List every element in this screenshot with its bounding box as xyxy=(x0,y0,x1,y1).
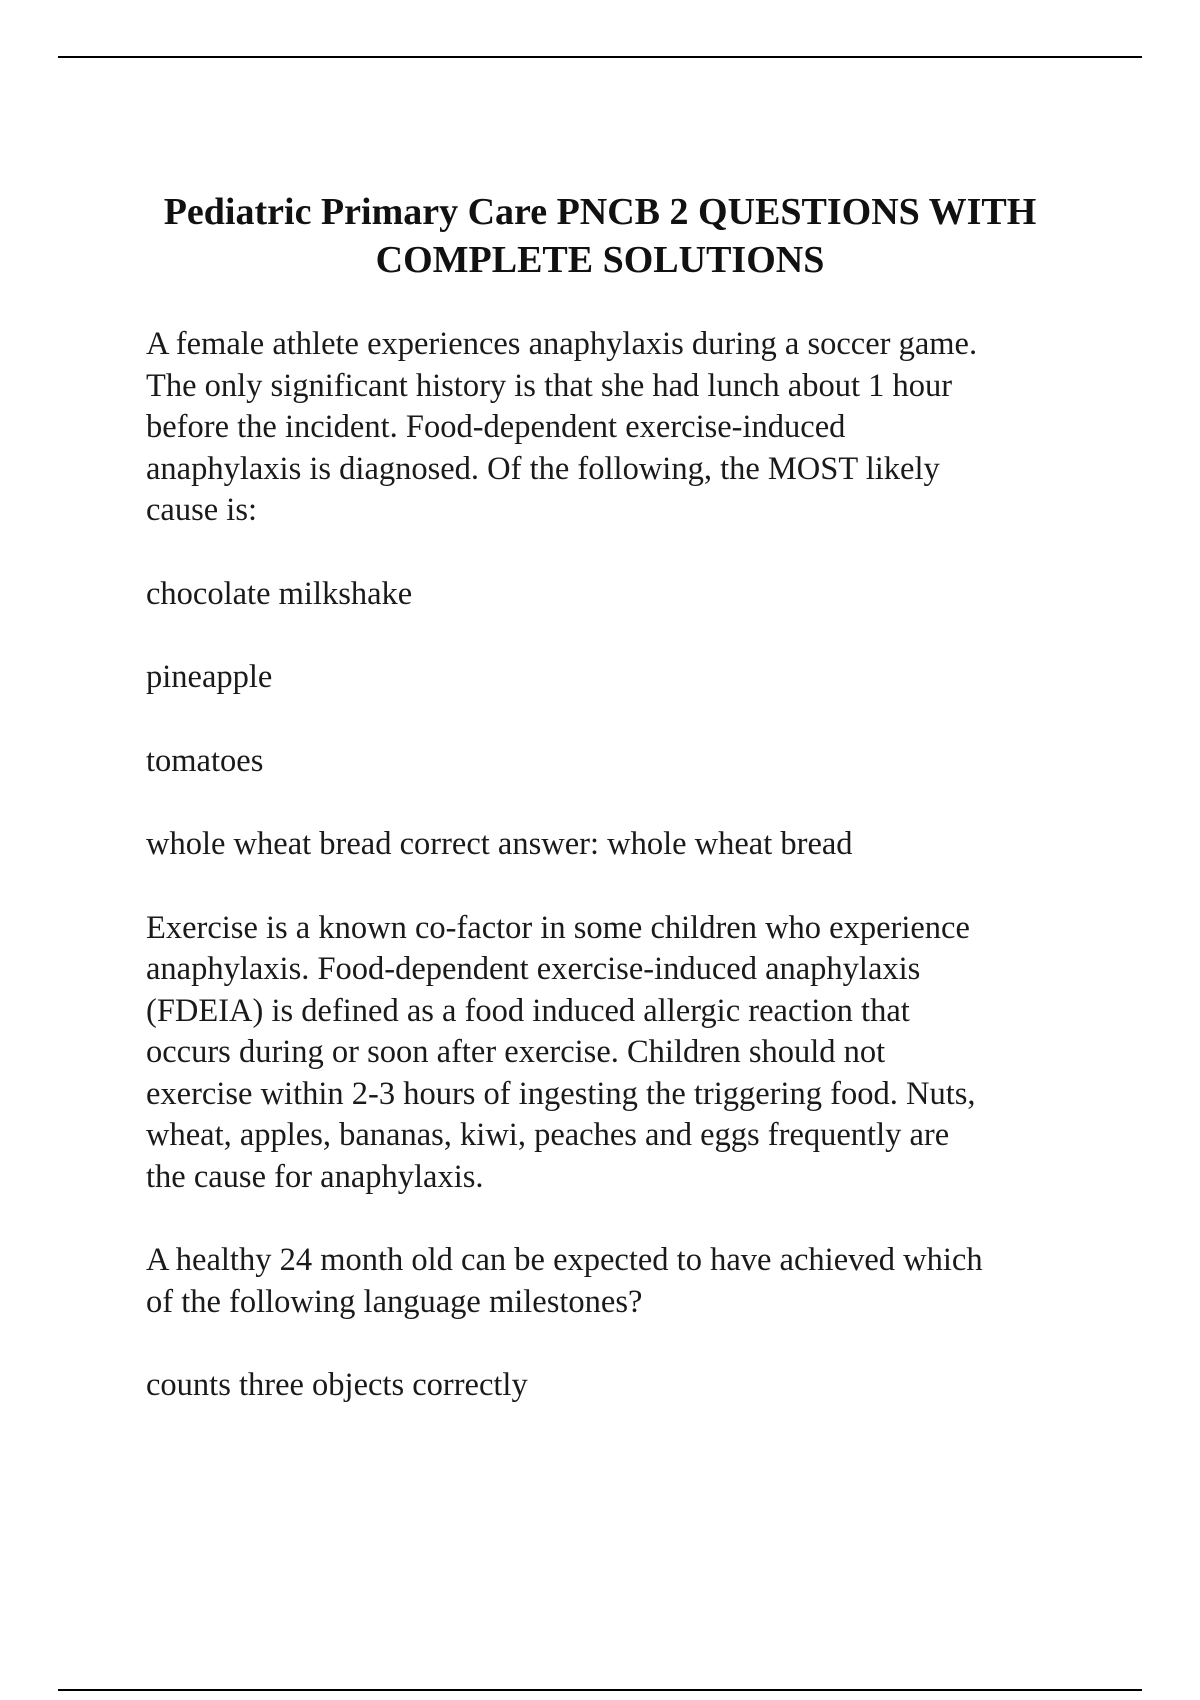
title-line-1: Pediatric Primary Care PNCB 2 QUESTIONS WITH xyxy=(163,191,1037,233)
question-1-option-c: tomatoes xyxy=(146,742,264,779)
top-rule xyxy=(58,56,1142,58)
question-1-stem: A female athlete experiences anaphylaxis during a soccer game. The only significant history is that she had lunch about 1 hour before the incident. Food-dependent exercise-induced anaphylaxis is diagnosed. Of the following, the MOST likely cause is: xyxy=(146,326,978,528)
question-1-option-b: pineapple xyxy=(146,659,273,695)
title-line-2: COMPLETE SOLUTIONS xyxy=(375,239,825,281)
question-2-stem: A healthy 24 month old can be expected to have achieved which of the following language milestones? xyxy=(146,1242,983,1320)
bottom-rule xyxy=(58,1689,1142,1691)
document-body xyxy=(146,324,1090,1449)
document-title xyxy=(120,188,1080,284)
question-1-option-d-answer: whole wheat bread correct answer: whole wheat bread xyxy=(146,826,853,862)
question-1-option-a: chocolate milkshake xyxy=(146,575,413,612)
question-1-rationale: Exercise is a known co-factor in some children who experience anaphylaxis. Food-dependent exercise-induced anaphylaxis (FDEIA) is defined as a food induced allergic reaction that occurs during or soon after exercise. Children should not exercise within 2-3 hours of ingesting the triggering food. Nuts, wheat, apples, bananas, kiwi, peaches and eggs frequently are the cause for anaphylaxis. xyxy=(146,909,976,1195)
question-2-option-a: counts three objects correctly xyxy=(146,1367,528,1403)
